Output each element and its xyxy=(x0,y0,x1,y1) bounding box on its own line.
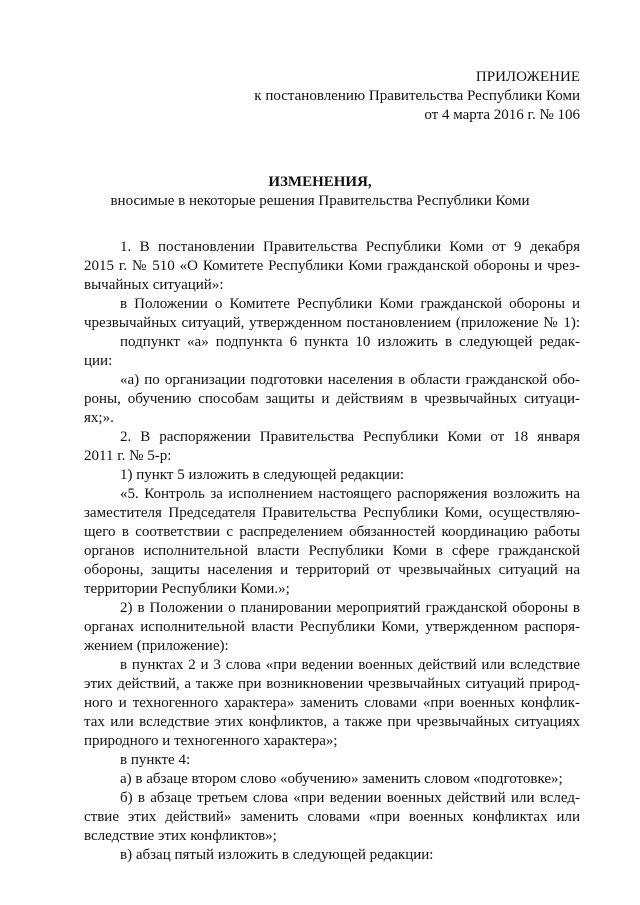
body-text-line: в пунктах 2 и 3 слова «при ведении военных действий или вследствие xyxy=(120,657,580,673)
attachment-label: ПРИЛОЖЕНИЕ xyxy=(475,69,580,85)
body-text-line: органов исполнительной власти Республики Коми в сфере гражданской xyxy=(84,543,580,559)
body-text-line: ного и техногенного характера» заменить словами «при военных конфлик- xyxy=(84,695,580,711)
attachment-resolution-line: к постановлению Правительства Республики Коми xyxy=(254,88,580,104)
document-subtitle: вносимые в некоторые решения Правительства Республики Коми xyxy=(110,193,530,209)
body-text-line: вследствие этих конфликтов»; xyxy=(84,828,277,844)
body-text-line: в) абзац пятый изложить в следующей редакции: xyxy=(120,847,434,863)
body-text-line: 1) пункт 5 изложить в следующей редакции: xyxy=(120,467,405,483)
body-text-line: 2. В распоряжении Правительства Республики Коми от 18 января xyxy=(120,429,580,445)
body-text-line: в Положении о Комитете Республики Коми гражданской обороны и xyxy=(120,296,580,312)
document-title: ИЗМЕНЕНИЯ, xyxy=(268,174,372,190)
body-text-line: вычайных ситуаций»: xyxy=(84,277,224,293)
body-text-line: этих действий, а также при возникновении чрезвычайных ситуаций природ- xyxy=(84,676,580,692)
attachment-header xyxy=(254,68,580,125)
body-text-line: жением (приложение): xyxy=(84,638,229,654)
body-text-line: территории Республики Коми.»; xyxy=(84,581,290,597)
body-text-line: в пункте 4: xyxy=(120,752,191,768)
body-text-line: природного и техногенного характера»; xyxy=(84,733,338,749)
body-text-line: ствие этих действий» заменить словами «при военных конфликтах или xyxy=(84,809,580,825)
body-text-line: б) в абзаце третьем слова «при ведении военных действий или вслед- xyxy=(120,790,580,806)
body-text-line: 2011 г. № 5-р: xyxy=(84,448,172,464)
body-text-line: роны, обучению способам защиты и действиям в чрезвычайных ситуаци- xyxy=(84,391,580,407)
body-text-line: 2) в Положении о планировании мероприятий гражданской обороны в xyxy=(120,600,580,616)
body-text-line: подпункт «а» подпункта 6 пункта 10 изложить в следующей редак- xyxy=(120,334,580,350)
body-text-line: обороны, защиты населения и территорий от чрезвычайных ситуаций на xyxy=(84,562,580,578)
body-text-line: органах исполнительной власти Республики Коми, утвержденном распоря- xyxy=(84,619,580,635)
body-text-line: щего в соответствии с распределением обязанностей координацию работы xyxy=(84,524,580,540)
body-text-line: 1. В постановлении Правительства Республики Коми от 9 декабря xyxy=(120,239,580,255)
body-text-line: тах или вследствие этих конфликтов, а также при чрезвычайных ситуациях xyxy=(84,714,580,730)
body-text-line: 2015 г. № 510 «О Комитете Республики Коми гражданской обороны и чрез- xyxy=(84,258,580,274)
body-text-line: чрезвычайных ситуаций, утвержденном постановлением (приложение № 1): xyxy=(84,315,580,331)
body-text-line: «5. Контроль за исполнением настоящего распоряжения возложить на xyxy=(120,486,580,502)
attachment-date-number: от 4 марта 2016 г. № 106 xyxy=(424,107,580,123)
body-text-line: ях;». xyxy=(84,410,114,426)
document-body xyxy=(84,238,580,865)
body-text-line: ции: xyxy=(84,353,113,369)
body-text-line: заместителя Председателя Правительства Республики Коми, осуществляю- xyxy=(84,505,580,521)
document-heading xyxy=(0,172,640,211)
body-text-line: а) в абзаце втором слово «обучению» заменить словом «подготовке»; xyxy=(120,771,563,787)
body-text-line: «а) по организации подготовки населения в области гражданской обо- xyxy=(120,372,580,388)
